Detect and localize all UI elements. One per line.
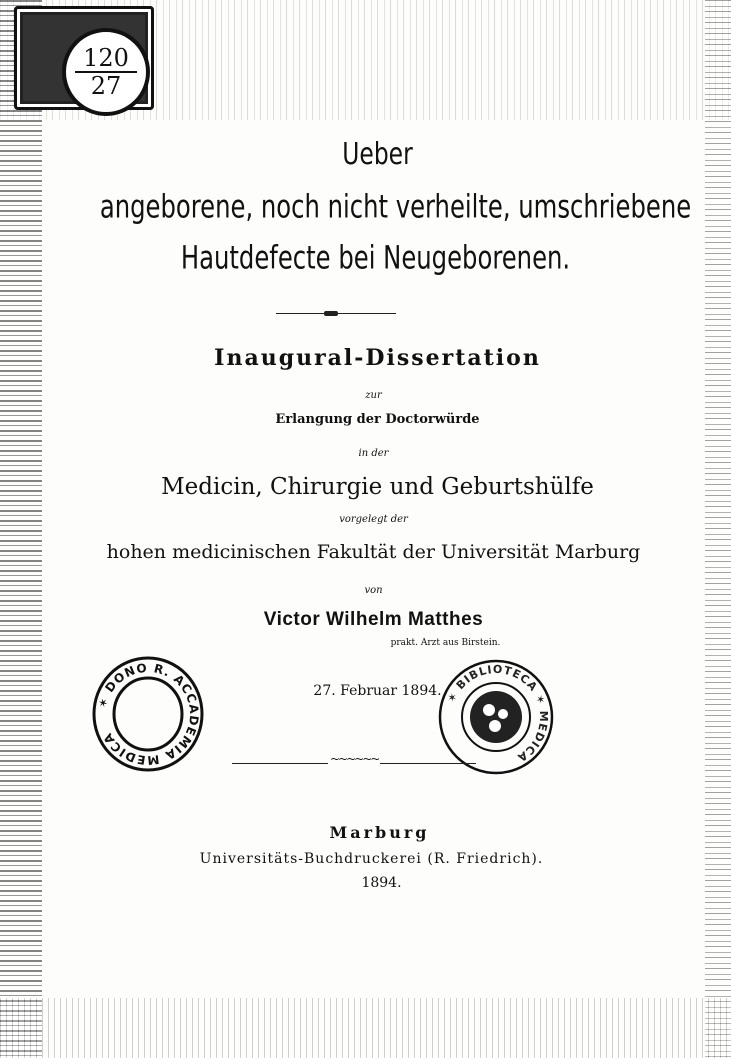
erlangung-text: Erlangung der Doctorwürde [275,412,480,427]
imprint-printer: Universitäts-Buchdruckerei (R. Friedrich). [199,851,544,867]
seal-accademia-medica [92,656,204,772]
title-line-2: angeborene, noch nicht verheilte, umschriebene [99,188,692,227]
shelfmark-circle [62,28,150,116]
vorgelegt-text: vorgelegt der [339,514,408,525]
imprint-year: 1894. [361,875,402,891]
author-note: prakt. Arzt aus Birstein. [390,638,501,648]
title-line-1: Ueber [342,137,413,173]
faculty-text: hohen medicinischen Fakultät der Universität Marburg [106,541,641,563]
ornamental-rule-bottom [232,763,476,766]
seal-right-text: ✶ BIBLIOTECA ✶ MEDICA [444,662,551,765]
zur-text: zur [365,390,382,401]
dissertation-date: 27. Februar 1894. [313,683,442,699]
seal-left-text: ✶ DONO R. ACCADEMIA MEDICA [95,660,202,768]
seal-biblioteca-medica [437,658,555,776]
ornamental-rule-top [276,313,396,316]
von-text: von [364,585,383,596]
fields-text: Medicin, Chirurgie und Geburtshülfe [161,474,594,500]
title-line-3: Hautdefecte bei Neugeborenen. [180,239,571,278]
shelfmark-top: 120 [83,44,129,72]
imprint-city: Marburg [329,823,430,842]
in-der-text: in der [358,448,389,459]
dissertation-kind: Inaugural-Dissertation [214,345,541,371]
shelfmark-bottom: 27 [90,72,122,100]
scan-noise-bottom [0,998,731,1058]
author-name: Victor Wilhelm Matthes [263,609,484,630]
shelfmark-label [14,6,154,110]
